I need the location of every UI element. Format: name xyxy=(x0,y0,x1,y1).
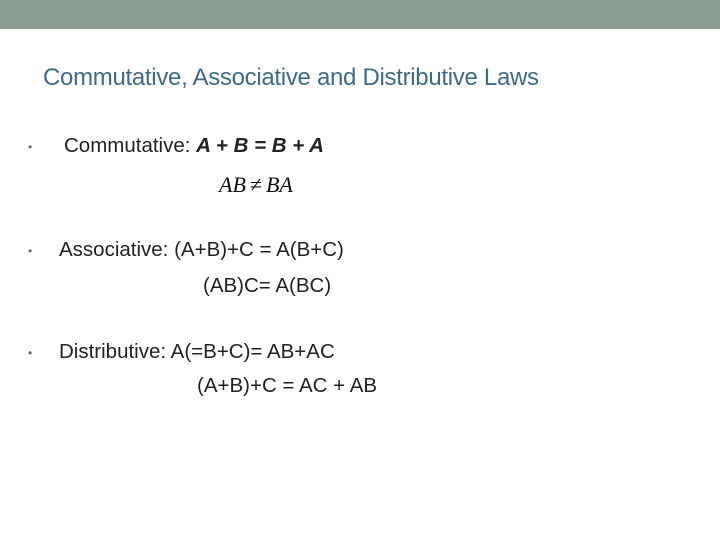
commutative-math-expression xyxy=(219,172,293,198)
distributive-label: Distributive: xyxy=(59,340,167,363)
bullet-commutative: • xyxy=(28,140,33,154)
not-equal-symbol: ≠ xyxy=(249,172,262,197)
math-rhs: BA xyxy=(265,172,293,197)
math-lhs: AB xyxy=(219,172,246,197)
associative-line xyxy=(59,238,344,262)
distributive-formula: A(=B+C)= AB+AC xyxy=(170,340,335,363)
associative-label: Associative: xyxy=(59,238,169,261)
commutative-formula: A + B = B + A xyxy=(196,134,324,157)
slide-title: Commutative, Associative and Distributive Laws xyxy=(43,64,539,91)
commutative-label: Commutative: xyxy=(64,134,191,157)
commutative-line xyxy=(64,134,324,158)
bullet-associative: • xyxy=(28,244,33,258)
top-accent-bar xyxy=(0,0,720,29)
distributive-formula-2: (A+B)+C = AC + AB xyxy=(197,374,378,397)
associative-formula: (A+B)+C = A(B+C) xyxy=(174,238,344,261)
associative-formula-2: (AB)C= A(BC) xyxy=(203,274,332,297)
bullet-distributive: • xyxy=(28,346,33,360)
distributive-line xyxy=(59,340,335,364)
